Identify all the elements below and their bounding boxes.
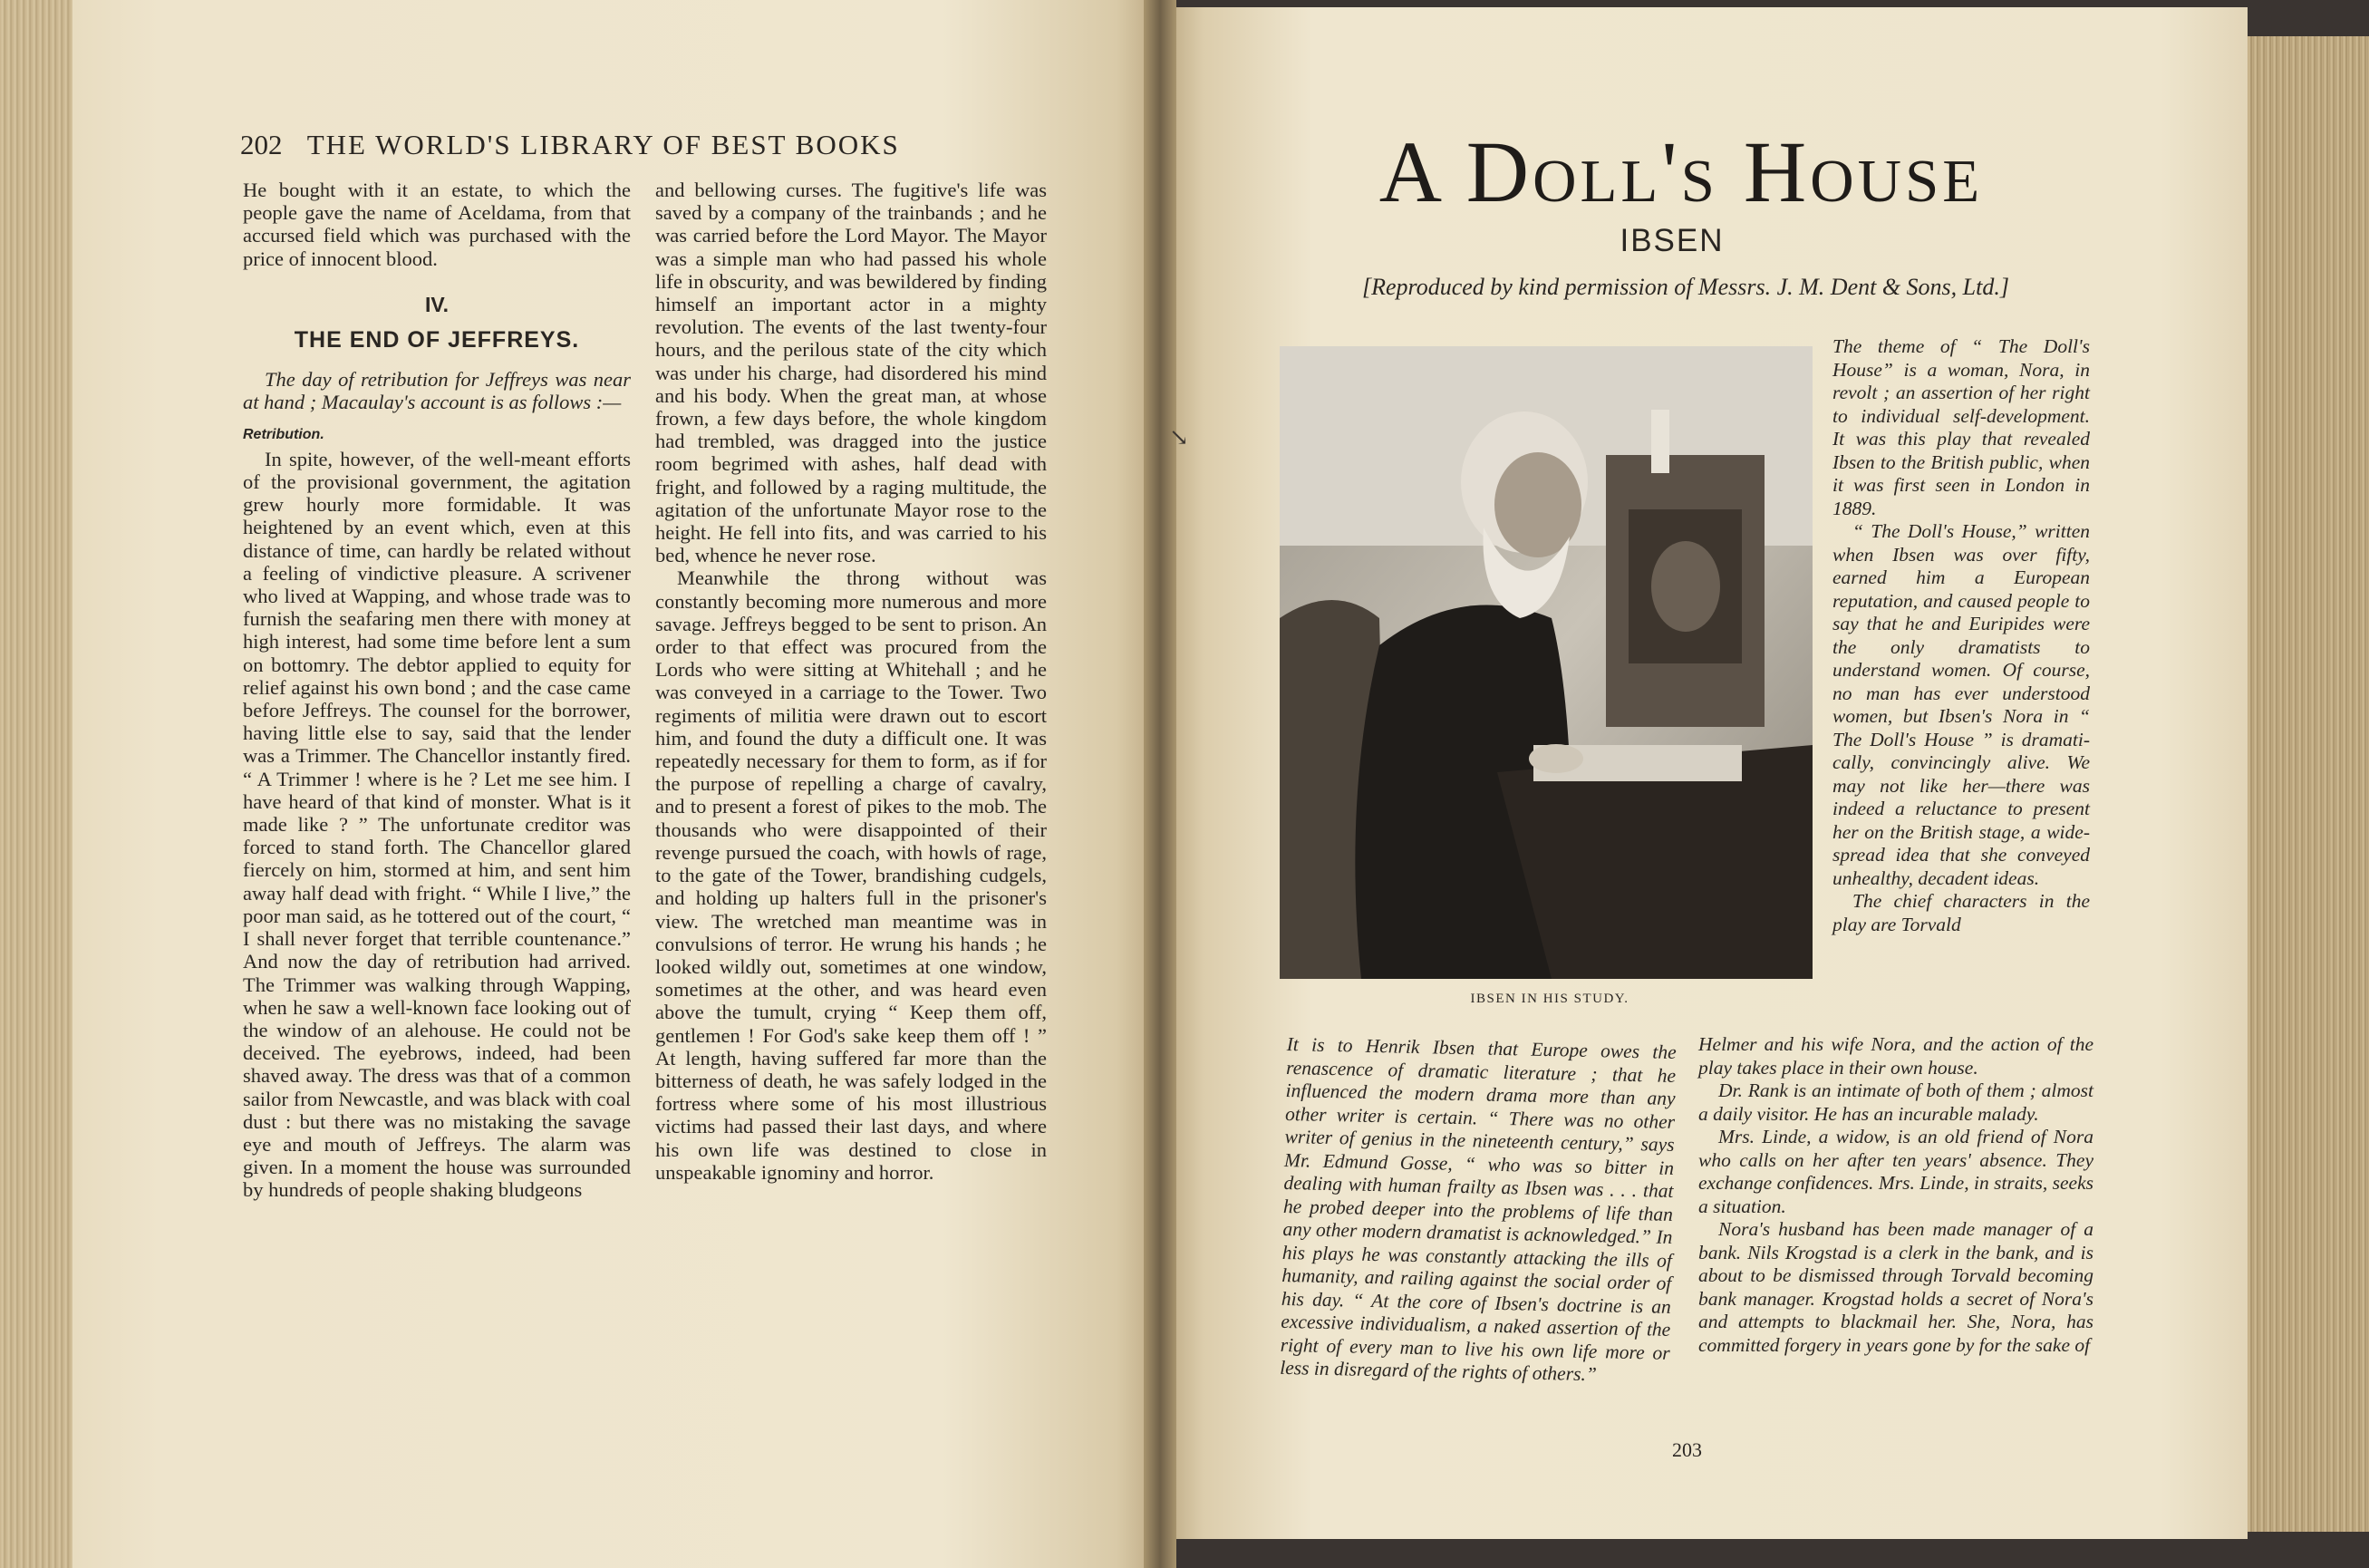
- intro-text: The day of retribution for Jeffreys was near at hand ; Macaulay's account is as follows :—: [243, 368, 631, 414]
- paragraph: and bellowing curses. The fugitive's life was saved by a company of the trainbands ; and he was carried before the Lord Mayor. The Mayor was a simple man who had passed his whole life in obscurity, and was bewildered by finding himself an important actor in a mighty revolution. The events of the last twenty-four hours, and the perilous state of the city which was under his charge, had disordered his mind and his body. When the great man, at whose frown, a few days before, the whole kingdom had trembled, was dragged into the justice room begrimed with ashes, half dead with fright, and followed by a raging multitude, the agitation of the unfortunate Mayor rose to the height. He fell into fits, and was carried to his bed, whence he never rose.: [655, 179, 1047, 567]
- section-title: THE END OF JEFFREYS.: [294, 327, 580, 353]
- right-sidebar-column: [1832, 335, 2090, 936]
- paragraph: In spite, however, of the well-meant efforts of the provisional government, the agitation grew hourly more formidable. It was heightened by an event which, even at this distance of time, can hardly be related without a feeling of vindictive pleasure. A scrivener who lived at Wapping, and whose trade was to furnish the seafaring men there with money at high interest, had some time before lent a sum on bottomry. The debtor applied to equity for relief against his own bond ; and the case came before Jeffreys. The counsel for the borrower, having little else to say, said that the lender was a Trimmer. The Chancellor instantly fired. “ A Trimmer ! where is he ? Let me see him. I have heard of that kind of monster. What is it made like ? ” The unfortunate creditor was forced to stand forth. The Chancellor glared fiercely on him, stormed at him, and sent him away half dead with fright. “ While I live,” the poor man said, as he tottered out of the court, “ I shall never forget that terrible countenance.” And now the day of retribution had arrived. The Trimmer was walking through Wapping, when he saw a well-known face looking out of the window of an alehouse. He could not be deceived. The eyebrows, indeed, had been shaved away. The dress was that of a common sailor from Newcastle, and was black with coal dust : but there was no mistaking the savage eye and mouth of Jeffreys. The alarm was given. In a moment the house was surrounded by hundreds of people shaking bludgeons: [243, 447, 631, 1202]
- play-author: IBSEN: [1620, 223, 1725, 258]
- paragraph: Mrs. Linde, a widow, is an old friend of Nora who calls on her after ten years' absence. They exchange confidences. Mrs. Linde, in straits, seeks a situation.: [1698, 1126, 2093, 1217]
- margin-mark-icon: ↘: [1169, 424, 1189, 450]
- paragraph: Meanwhile the throng without was constantly becoming more numerous and more savage. Jeffreys begged to be sent to prison. An order to that effect was procured from the Lords who were sitting at Whitehall ; and he was conveyed in a carriage to the Tower. Two regiments of militia were drawn out to escort him, and found the duty a difficult one. It was repeatedly necessary for them to form, as if for the purpose of repelling a charge of cavalry, and to present a forest of pikes to the mob. The thousands who were disappointed of their revenge pursued the coach, with howls of rage, to the gate of the Tower, brandishing cudgels, and holding up halters full in the prisoner's view. The wretched man meantime was in convulsions of terror. He wrung his hands ; he looked wildly out, sometimes at one window, sometimes at the other, and was heard even above the tumult, crying “ Keep them off, gentlemen ! For God's sake keep them off ! ” At length, having suffered far more than the bitterness of death, he was safely lodged in the fortress where some of his most illustrious victims had passed their last days, and where his own life was destined to close in unspeakable ignominy and horror.: [655, 566, 1047, 1184]
- permission-note: [Reproduced by kind permission of Messrs. J. M. Dent & Sons, Ltd.]: [1362, 274, 2009, 300]
- left-column-1: [243, 179, 631, 1202]
- paragraph: “ The Doll's House,” written when Ibsen was over fifty, earned him a European reputation, and caused people to say that he and Euripides were the only dramatists to understand women. Of course, no man has ever understood women, but Ibsen's Nora in “ The Doll's House ” is dramatically, convincingly alive. We may not like her—there was indeed a reluctance to present her on the British stage, a wide-spread idea that she conveyed unhealthy, decadent ideas.: [1832, 520, 2090, 889]
- running-head-title: THE WORLD'S LIBRARY OF BEST BOOKS: [306, 129, 900, 160]
- right-page-number: 203: [1672, 1438, 1702, 1461]
- running-head: [240, 129, 1056, 161]
- page-edges-right: [2247, 36, 2369, 1532]
- book-gutter: [1144, 0, 1176, 1568]
- paragraph: Helmer and his wife Nora, and the action of the play takes place in their own house.: [1698, 1033, 2093, 1079]
- section-number: IV.: [424, 292, 449, 316]
- section-intro: [243, 368, 631, 413]
- paragraph: The chief characters in the play are Torvald: [1832, 890, 2090, 935]
- play-title: A Doll's House: [1378, 123, 1984, 220]
- paragraph: He bought with it an estate, to which the people gave the name of Aceldama, from that accursed field which was purchased with the price of innocent blood.: [243, 179, 631, 270]
- photograph-image: [1280, 346, 1813, 979]
- paragraph: The theme of “ The Doll's House” is a woman, Nora, in revolt ; an assertion of her right to individual self-development. It was this play that revealed Ibsen to the British public, when it was first seen in London in 1889.: [1832, 335, 2090, 519]
- side-label: Retribution.: [243, 426, 324, 442]
- paragraph: Nora's husband has been made manager of a bank. Nils Krogstad is a clerk in the bank, and is about to be dismissed through Torvald becoming bank manager. Krogstad holds a secret of Nora's and attempts to blackmail her. She, Nora, has committed forgery in years gone by for the sake of: [1698, 1218, 2093, 1356]
- right-lower-right-column: [1698, 1033, 2093, 1357]
- left-page-number: 202: [240, 129, 283, 160]
- paragraph: Dr. Rank is an intimate of both of them ; almost a daily visitor. He has an incurable malady.: [1698, 1079, 2093, 1125]
- right-lower-left-column: [1280, 1033, 1677, 1388]
- left-column-2: [655, 179, 1047, 1184]
- ibsen-photograph: [1280, 346, 1813, 979]
- paragraph: It is to Henrik Ibsen that Europe owes the renascence of dramatic literature ; that he influenced the modern drama more than any other writer is certain. “ There was no other writer of genius in the nineteenth century,” says Mr. Edmund Gosse, “ who was so bitter in dealing with human frailty as Ibsen was . . . that he probed deeper into the problems of life than any other modern dramatist is acknowledged.” In his plays he was constantly attacking the ills of humanity, and railing against the social order of his day. “ At the core of Ibsen's doctrine is an excessive individualism, a naked assertion of the right of every man to live his own life more or less in disregard of the rights of others.”: [1280, 1033, 1677, 1386]
- photo-caption: IBSEN IN HIS STUDY.: [1470, 992, 1629, 1006]
